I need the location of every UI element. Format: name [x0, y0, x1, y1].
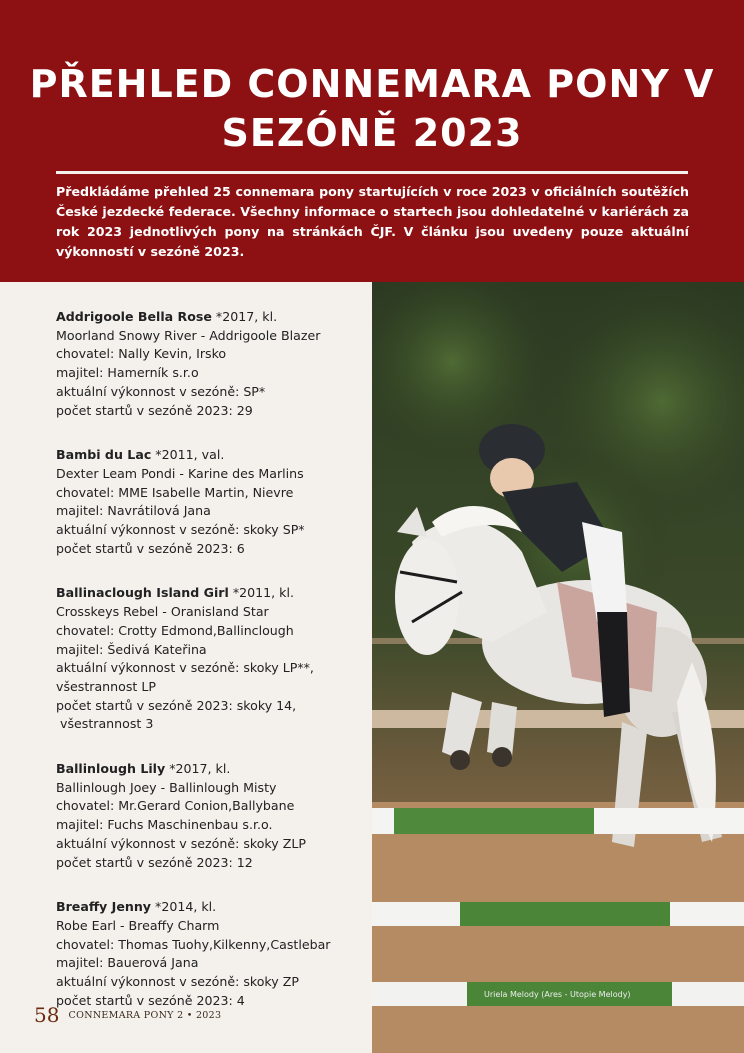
pony-name: Breaffy Jenny — [56, 899, 152, 915]
pony-name: Bambi du Lac — [56, 447, 152, 463]
breeder: chovatel: Nally Kevin, Irsko — [56, 346, 227, 362]
performance-continued: všestrannost LP — [56, 678, 156, 694]
pony-entry — [56, 308, 371, 420]
owner: majitel: Hamerník s.r.o — [56, 365, 199, 381]
start-count: počet startů v sezóně 2023: 6 — [56, 540, 245, 556]
start-count: počet startů v sezóně 2023: skoky 14, — [56, 697, 297, 713]
intro-paragraph: Předkládáme přehled 25 connemara pony startujících v roce 2023 v oficiálních soutěžích České jezdecké federace. Všechny informace o startech jsou dohledatelné v kariérách za rok 2023 jednotlivých pony na stránkách ČJF. V článku jsou uvedeny pouze aktuální výkonností v sezóně 2023. — [56, 184, 689, 259]
start-count-continued: všestrannost 3 — [56, 716, 154, 732]
title-line-1: PŘEHLED CONNEMARA PONY V — [29, 62, 715, 106]
breeder: chovatel: Crotty Edmond,Ballinclough — [56, 622, 294, 638]
pedigree: Robe Earl - Breaffy Charm — [56, 917, 220, 933]
pedigree: Crosskeys Rebel - Oranisland Star — [56, 604, 269, 620]
pedigree: Ballinlough Joey - Ballinlough Misty — [56, 779, 277, 795]
pedigree: Dexter Leam Pondi - Karine des Marlins — [56, 465, 304, 481]
title-divider — [56, 171, 688, 174]
owner: majitel: Fuchs Maschinenbau s.r.o. — [56, 817, 273, 833]
owner: majitel: Navrátilová Jana — [56, 503, 211, 519]
breeder: chovatel: MME Isabelle Martin, Nievre — [56, 484, 294, 500]
title-line-2: SEZÓNĚ 2023 — [221, 111, 523, 155]
performance: aktuální výkonnost v sezóně: SP* — [56, 383, 266, 399]
breeder: chovatel: Mr.Gerard Conion,Ballybane — [56, 798, 295, 814]
pony-entry — [56, 446, 371, 558]
pony-meta: *2017, kl. — [165, 761, 231, 777]
owner: majitel: Šedivá Kateřina — [56, 641, 207, 657]
pony-list — [56, 308, 371, 1037]
show-jumping-photo — [372, 282, 744, 1053]
pony-meta: *2017, kl. — [211, 309, 278, 324]
publication-name: CONNEMARA PONY 2 • 2023 — [68, 1009, 222, 1021]
performance: aktuální výkonnost v sezóně: skoky LP**, — [56, 660, 314, 676]
page-title — [20, 60, 724, 158]
page-footer — [34, 1003, 221, 1027]
performance: aktuální výkonnost v sezóně: skoky ZLP — [56, 835, 306, 851]
start-count: počet startů v sezóně 2023: 4 — [56, 992, 245, 1008]
start-count: počet startů v sezóně 2023: 12 — [56, 854, 253, 870]
title-banner — [0, 0, 744, 282]
pony-entry — [56, 760, 371, 872]
pony-name: Ballinaclough Island Girl — [56, 585, 229, 601]
start-count: počet startů v sezóně 2023: 29 — [56, 402, 253, 418]
photo-caption: Uriela Melody (Ares - Utopie Melody) — [484, 990, 631, 999]
pony-meta: *2014, kl. — [151, 899, 217, 915]
pony-entry — [56, 898, 371, 1010]
pedigree: Moorland Snowy River - Addrigoole Blazer — [56, 327, 321, 343]
performance: aktuální výkonnost v sezóně: skoky ZP — [56, 974, 299, 990]
breeder: chovatel: Thomas Tuohy,Kilkenny,Castlebar — [56, 936, 331, 952]
page-number: 58 — [34, 1003, 60, 1027]
pony-meta: *2011, val. — [151, 447, 225, 463]
performance: aktuální výkonnost v sezóně: skoky SP* — [56, 522, 305, 538]
pony-name: Ballinlough Lily — [56, 761, 166, 777]
owner: majitel: Bauerová Jana — [56, 955, 199, 971]
pony-name: Addrigoole Bella Rose — [56, 309, 212, 324]
pony-entry — [56, 584, 371, 734]
pony-meta: *2011, kl. — [228, 585, 294, 601]
